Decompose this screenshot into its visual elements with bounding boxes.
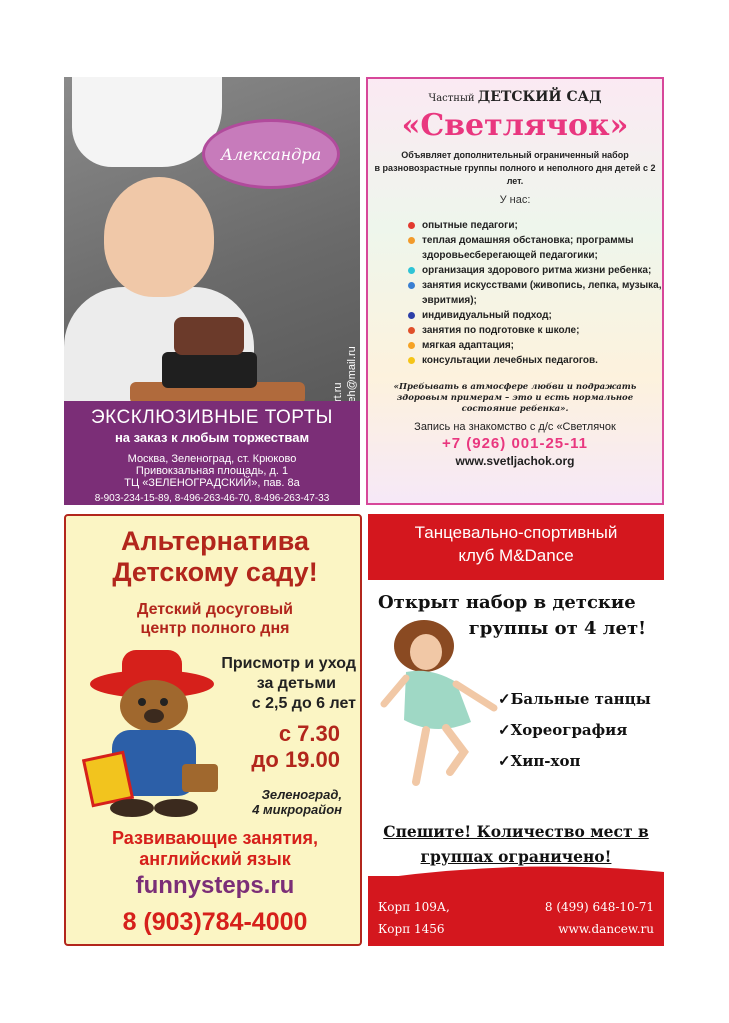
style-item: ✓Хореография: [498, 721, 628, 739]
bullet-icon: [408, 267, 415, 274]
child-face: [104, 177, 214, 297]
style-item: ✓Бальные танцы: [498, 690, 651, 708]
announcement: [368, 149, 662, 188]
feature-item: [408, 218, 662, 233]
feature-item: [408, 338, 662, 353]
kindergarten-phone[interactable]: +7 (926) 001-25-11: [441, 435, 588, 452]
funnysteps-ad: [64, 514, 362, 946]
corp-line: Корп 109А,: [378, 900, 450, 914]
cakes-phones: 8-903-234-15-89, 8-496-263-46-70, 8-496-263-47-33: [94, 493, 330, 504]
paddington-bear-illustration: [82, 644, 222, 819]
feature-text: занятия по подготовке к школе;: [422, 325, 580, 336]
cakes-address: [64, 453, 360, 489]
kindergarten-ad: [366, 77, 664, 505]
funnysteps-title: [66, 526, 362, 588]
kindergarten-site[interactable]: www.svetljachok.org: [455, 454, 575, 468]
corp-line: Корп 1456: [378, 922, 445, 936]
open-line: группы от 4 лет!: [468, 618, 646, 639]
cakes-headline: ЭКСКЛЮЗИВНЫЕ ТОРТЫ: [90, 407, 334, 428]
feature-item: [408, 263, 662, 278]
cakes-subheadline: на заказ к любым торжествам: [114, 430, 310, 445]
title-line: Детскому саду!: [112, 557, 318, 587]
bullet-icon: [408, 342, 415, 349]
working-hours: [206, 721, 340, 773]
feature-text: консультации лечебных педагогов.: [422, 355, 598, 366]
cake-tier-middle: [162, 352, 257, 388]
funnysteps-phone[interactable]: 8 (903)784-4000: [122, 908, 308, 936]
place-line: Зеленоград,: [261, 787, 342, 802]
hurry-line: Спешите! Количество мест в: [383, 822, 649, 841]
feature-text: организация здорового ритма жизни ребенка;: [422, 265, 652, 276]
care-text: [206, 654, 356, 714]
hours-to: до 19.00: [251, 747, 340, 772]
open-line: Открыт набор в детские: [378, 592, 636, 613]
dance-phone[interactable]: 8 (499) 648-10-71: [544, 900, 654, 914]
cakes-info-band: [64, 401, 360, 505]
care-line: с 2,5 до 6 лет: [251, 695, 356, 712]
feature-text: мягкая адаптация;: [422, 340, 515, 351]
funnysteps-subtitle: [66, 600, 362, 638]
feature-item: [408, 308, 662, 323]
bullet-icon: [408, 222, 415, 229]
announce-line: в разновозрастные группы полного и неполного дня детей с 2 лет.: [374, 163, 656, 186]
feature-text: опытные педагоги;: [422, 220, 518, 231]
hours-from: с 7.30: [278, 721, 340, 746]
feature-item: [408, 323, 662, 338]
signup-text: Запись на знакомство с д/с «Светлячок: [414, 421, 616, 433]
dance-club-ad: [368, 514, 664, 946]
address-line: ТЦ «ЗЕЛЕНОГРАДСКИЙ», пав. 8а: [124, 477, 300, 489]
we-have-label: У нас:: [499, 194, 531, 206]
address-line: Привокзальная площадь, д. 1: [135, 465, 289, 477]
care-line: за детьми: [256, 675, 336, 692]
bullet-icon: [408, 282, 415, 289]
cakes-ad: [64, 77, 360, 505]
hurry-line: группах ограничено!: [420, 847, 612, 866]
subtitle-line: центр полного дня: [140, 620, 290, 637]
cake-tier-top: [174, 317, 244, 355]
activities-line: Развивающие занятия,: [111, 828, 319, 848]
style-item: ✓Хип-хоп: [498, 752, 581, 770]
bullet-icon: [408, 312, 415, 319]
activities-text: [66, 828, 362, 870]
dance-site[interactable]: www.dancew.ru: [558, 922, 654, 936]
place-line: 4 микрорайон: [252, 802, 342, 817]
aleksandra-logo: Александра: [202, 119, 340, 189]
prefix-text: Частный: [428, 93, 475, 104]
title-line: Альтернатива: [120, 526, 309, 556]
dance-header: [368, 514, 664, 580]
address-line: Москва, Зеленоград, ст. Крюково: [127, 453, 297, 465]
features-list: [408, 218, 662, 368]
funnysteps-site[interactable]: funnysteps.ru: [135, 872, 295, 899]
bullet-icon: [408, 237, 415, 244]
chef-hat: [72, 77, 222, 167]
kindergarten-name: «Светлячок»: [401, 108, 629, 143]
header-line: клуб M&Dance: [458, 546, 574, 565]
bullet-icon: [408, 357, 415, 364]
chef-child-photo: [64, 77, 360, 401]
feature-text: теплая домашняя обстановка; программы здоровьесберегающей педагогики;: [422, 235, 634, 261]
care-line: Присмотр и уход: [221, 655, 356, 672]
location: [216, 787, 342, 817]
dance-styles: [498, 684, 651, 777]
feature-text: индивидуальный подход;: [422, 310, 552, 321]
type-text: ДЕТСКИЙ САД: [477, 89, 602, 105]
feature-item: [408, 233, 662, 263]
bullet-icon: [408, 327, 415, 334]
feature-item: [408, 278, 662, 308]
header-line: Танцевально-спортивный: [414, 523, 618, 542]
quote: «Пребывать в атмосфере любви и подражать здоровым примерам – это и есть нормальное состояние ребенка».: [393, 382, 637, 414]
kindergarten-type: [368, 89, 662, 105]
feature-text: занятия искусствами (живопись, лепка, музыка, эвритмия);: [422, 280, 662, 306]
dance-footer: [368, 876, 664, 946]
dancing-girl-photo: [376, 612, 506, 792]
subtitle-line: Детский досуговый: [136, 601, 293, 618]
announce-line: Объявляет дополнительный ограниченный набор: [401, 150, 629, 160]
activities-line: английский язык: [139, 849, 291, 869]
feature-item: [408, 353, 662, 368]
